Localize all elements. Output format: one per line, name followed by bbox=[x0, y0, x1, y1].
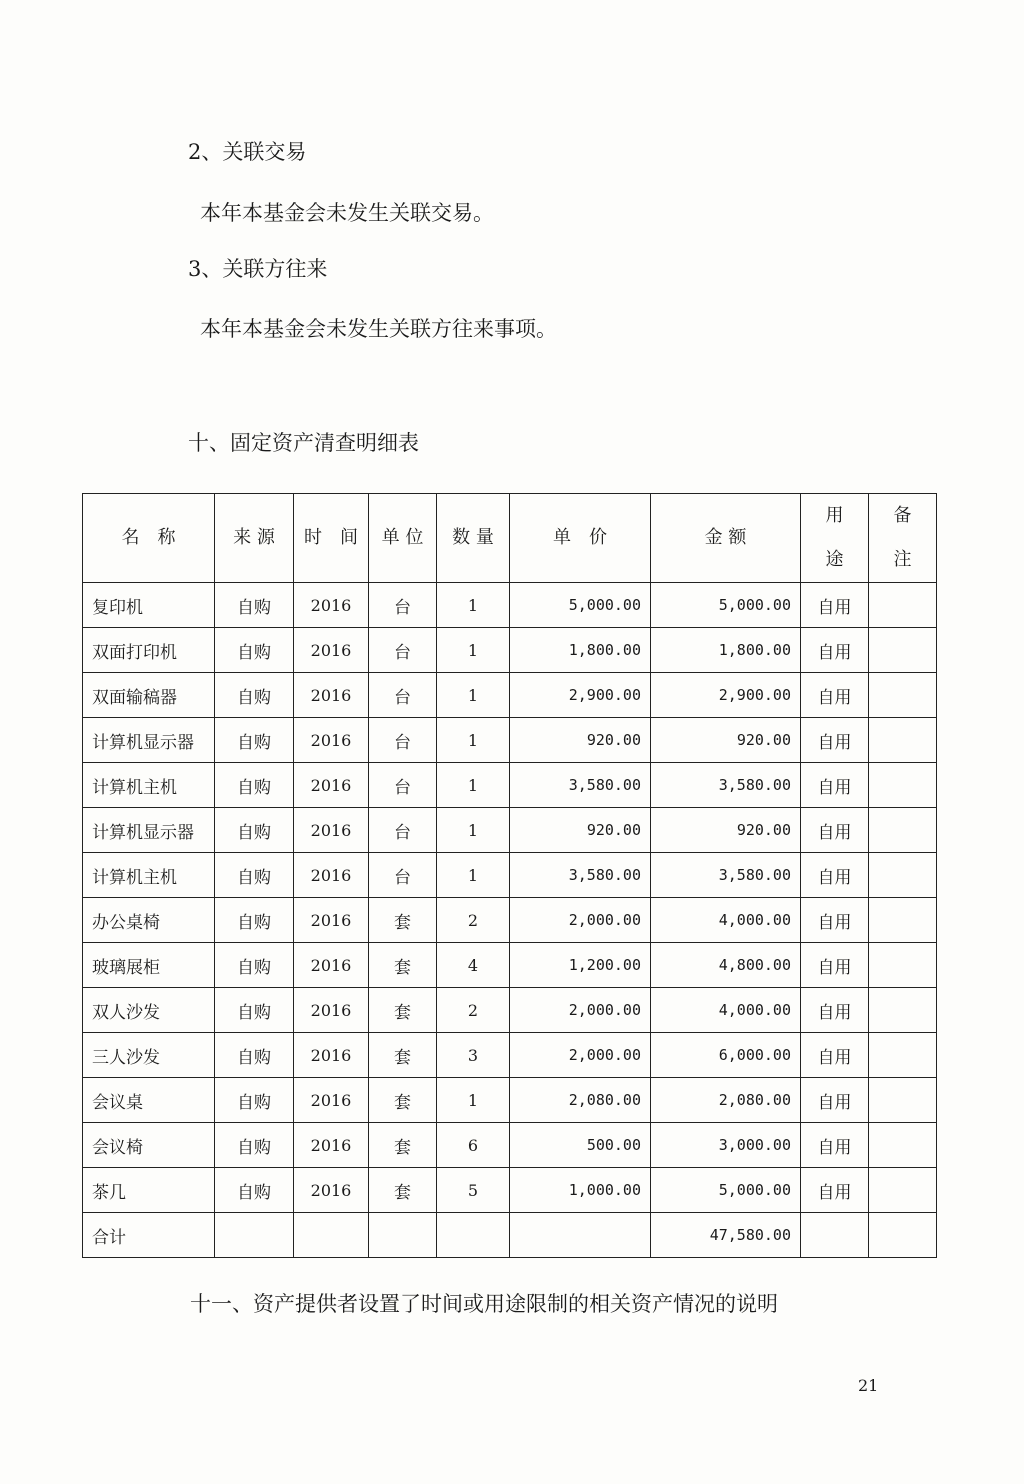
header-source: 来 源 bbox=[215, 494, 294, 583]
cell-name: 茶几 bbox=[83, 1168, 215, 1213]
cell-note bbox=[869, 988, 937, 1033]
cell-amount: 5,000.00 bbox=[651, 1168, 801, 1213]
cell-time: 2016 bbox=[294, 1078, 369, 1123]
cell-unit: 台 bbox=[369, 763, 437, 808]
cell-unit: 套 bbox=[369, 1078, 437, 1123]
cell-amount: 6,000.00 bbox=[651, 1033, 801, 1078]
cell-unit: 套 bbox=[369, 1123, 437, 1168]
cell-name: 双面打印机 bbox=[83, 628, 215, 673]
header-use-bottom: 途 bbox=[825, 549, 844, 570]
table-row bbox=[83, 988, 937, 1033]
cell-price: 3,580.00 bbox=[510, 853, 651, 898]
header-time: 时 间 bbox=[294, 494, 369, 583]
cell-note bbox=[869, 1033, 937, 1078]
cell-amount: 1,800.00 bbox=[651, 628, 801, 673]
header-name: 名 称 bbox=[83, 494, 215, 583]
cell-time: 2016 bbox=[294, 628, 369, 673]
section-10-heading: 十、固定资产清查明细表 bbox=[188, 431, 419, 455]
cell-time: 2016 bbox=[294, 583, 369, 628]
cell-note bbox=[869, 1168, 937, 1213]
table-total-row bbox=[83, 1213, 937, 1258]
cell-qty: 1 bbox=[437, 808, 510, 853]
cell-qty: 4 bbox=[437, 943, 510, 988]
cell-qty: 6 bbox=[437, 1123, 510, 1168]
cell-note bbox=[869, 1123, 937, 1168]
cell-use: 自用 bbox=[801, 763, 869, 808]
header-price: 单 价 bbox=[510, 494, 651, 583]
cell-price: 920.00 bbox=[510, 808, 651, 853]
cell-source: 自购 bbox=[215, 1033, 294, 1078]
cell-name: 玻璃展柜 bbox=[83, 943, 215, 988]
cell-name: 复印机 bbox=[83, 583, 215, 628]
header-amount: 金 额 bbox=[651, 494, 801, 583]
cell-unit: 套 bbox=[369, 898, 437, 943]
cell-price: 1,000.00 bbox=[510, 1168, 651, 1213]
cell-amount: 5,000.00 bbox=[651, 583, 801, 628]
cell-amount: 920.00 bbox=[651, 808, 801, 853]
cell-amount: 4,000.00 bbox=[651, 898, 801, 943]
cell-note bbox=[869, 898, 937, 943]
cell-use: 自用 bbox=[801, 943, 869, 988]
total-amount: 47,580.00 bbox=[651, 1213, 801, 1258]
cell-source: 自购 bbox=[215, 718, 294, 763]
cell-source: 自购 bbox=[215, 853, 294, 898]
cell-amount: 3,000.00 bbox=[651, 1123, 801, 1168]
cell-unit: 台 bbox=[369, 583, 437, 628]
total-empty-cell bbox=[437, 1213, 510, 1258]
cell-unit: 台 bbox=[369, 673, 437, 718]
cell-qty: 1 bbox=[437, 853, 510, 898]
section-2-text: 本年本基金会未发生关联交易。 bbox=[200, 201, 494, 225]
table-row bbox=[83, 1033, 937, 1078]
cell-price: 1,200.00 bbox=[510, 943, 651, 988]
cell-use: 自用 bbox=[801, 988, 869, 1033]
cell-time: 2016 bbox=[294, 763, 369, 808]
cell-use: 自用 bbox=[801, 1168, 869, 1213]
cell-source: 自购 bbox=[215, 763, 294, 808]
cell-note bbox=[869, 718, 937, 763]
table-row bbox=[83, 583, 937, 628]
table-row bbox=[83, 628, 937, 673]
cell-source: 自购 bbox=[215, 808, 294, 853]
table-row bbox=[83, 898, 937, 943]
header-use bbox=[801, 494, 869, 583]
table-row bbox=[83, 808, 937, 853]
cell-name: 计算机主机 bbox=[83, 763, 215, 808]
cell-source: 自购 bbox=[215, 1078, 294, 1123]
cell-note bbox=[869, 673, 937, 718]
table-row bbox=[83, 943, 937, 988]
cell-use: 自用 bbox=[801, 1123, 869, 1168]
table-row bbox=[83, 718, 937, 763]
cell-use: 自用 bbox=[801, 1033, 869, 1078]
cell-qty: 1 bbox=[437, 583, 510, 628]
cell-amount: 920.00 bbox=[651, 718, 801, 763]
cell-time: 2016 bbox=[294, 853, 369, 898]
cell-unit: 台 bbox=[369, 628, 437, 673]
total-empty-cell bbox=[294, 1213, 369, 1258]
header-note-bottom: 注 bbox=[893, 549, 912, 570]
cell-amount: 4,000.00 bbox=[651, 988, 801, 1033]
table-row bbox=[83, 1078, 937, 1123]
cell-source: 自购 bbox=[215, 1168, 294, 1213]
cell-name: 双人沙发 bbox=[83, 988, 215, 1033]
cell-use: 自用 bbox=[801, 808, 869, 853]
cell-use: 自用 bbox=[801, 628, 869, 673]
cell-amount: 3,580.00 bbox=[651, 853, 801, 898]
cell-name: 会议椅 bbox=[83, 1123, 215, 1168]
cell-price: 2,080.00 bbox=[510, 1078, 651, 1123]
cell-source: 自购 bbox=[215, 988, 294, 1033]
cell-time: 2016 bbox=[294, 988, 369, 1033]
cell-use: 自用 bbox=[801, 673, 869, 718]
section-2-heading: 2、关联交易 bbox=[188, 140, 307, 164]
header-note-top: 备 bbox=[893, 505, 912, 526]
cell-time: 2016 bbox=[294, 1168, 369, 1213]
cell-note bbox=[869, 808, 937, 853]
cell-unit: 套 bbox=[369, 943, 437, 988]
section-3-text: 本年本基金会未发生关联方往来事项。 bbox=[200, 317, 557, 341]
cell-price: 2,900.00 bbox=[510, 673, 651, 718]
cell-unit: 台 bbox=[369, 808, 437, 853]
cell-name: 计算机主机 bbox=[83, 853, 215, 898]
cell-source: 自购 bbox=[215, 628, 294, 673]
cell-unit: 台 bbox=[369, 718, 437, 763]
cell-use: 自用 bbox=[801, 853, 869, 898]
cell-use: 自用 bbox=[801, 898, 869, 943]
cell-amount: 3,580.00 bbox=[651, 763, 801, 808]
cell-price: 1,800.00 bbox=[510, 628, 651, 673]
cell-qty: 1 bbox=[437, 1078, 510, 1123]
fixed-asset-table bbox=[82, 493, 937, 1258]
cell-use: 自用 bbox=[801, 583, 869, 628]
cell-amount: 2,900.00 bbox=[651, 673, 801, 718]
total-label: 合计 bbox=[83, 1213, 215, 1258]
cell-name: 计算机显示器 bbox=[83, 718, 215, 763]
cell-source: 自购 bbox=[215, 583, 294, 628]
cell-use: 自用 bbox=[801, 1078, 869, 1123]
total-empty-cell bbox=[369, 1213, 437, 1258]
cell-name: 计算机显示器 bbox=[83, 808, 215, 853]
section-3-heading: 3、关联方往来 bbox=[188, 257, 328, 281]
cell-qty: 2 bbox=[437, 898, 510, 943]
total-empty-cell bbox=[801, 1213, 869, 1258]
cell-time: 2016 bbox=[294, 808, 369, 853]
table-row bbox=[83, 1168, 937, 1213]
cell-note bbox=[869, 583, 937, 628]
cell-time: 2016 bbox=[294, 673, 369, 718]
cell-qty: 1 bbox=[437, 673, 510, 718]
cell-time: 2016 bbox=[294, 1033, 369, 1078]
cell-use: 自用 bbox=[801, 718, 869, 763]
cell-name: 三人沙发 bbox=[83, 1033, 215, 1078]
cell-price: 920.00 bbox=[510, 718, 651, 763]
table-row bbox=[83, 673, 937, 718]
cell-qty: 1 bbox=[437, 718, 510, 763]
cell-qty: 5 bbox=[437, 1168, 510, 1213]
cell-amount: 2,080.00 bbox=[651, 1078, 801, 1123]
cell-amount: 4,800.00 bbox=[651, 943, 801, 988]
cell-note bbox=[869, 943, 937, 988]
header-unit: 单 位 bbox=[369, 494, 437, 583]
cell-note bbox=[869, 1078, 937, 1123]
cell-source: 自购 bbox=[215, 673, 294, 718]
cell-qty: 2 bbox=[437, 988, 510, 1033]
cell-price: 3,580.00 bbox=[510, 763, 651, 808]
cell-time: 2016 bbox=[294, 898, 369, 943]
page-number: 21 bbox=[858, 1376, 879, 1395]
cell-qty: 1 bbox=[437, 763, 510, 808]
cell-qty: 3 bbox=[437, 1033, 510, 1078]
cell-name: 办公桌椅 bbox=[83, 898, 215, 943]
cell-time: 2016 bbox=[294, 943, 369, 988]
cell-source: 自购 bbox=[215, 943, 294, 988]
table-row bbox=[83, 763, 937, 808]
cell-price: 500.00 bbox=[510, 1123, 651, 1168]
header-use-top: 用 bbox=[825, 505, 844, 526]
cell-price: 2,000.00 bbox=[510, 1033, 651, 1078]
total-empty-cell bbox=[510, 1213, 651, 1258]
cell-time: 2016 bbox=[294, 718, 369, 763]
cell-source: 自购 bbox=[215, 1123, 294, 1168]
table-row bbox=[83, 853, 937, 898]
cell-note bbox=[869, 853, 937, 898]
table-header-row bbox=[83, 494, 937, 583]
cell-unit: 台 bbox=[369, 853, 437, 898]
cell-source: 自购 bbox=[215, 898, 294, 943]
cell-note bbox=[869, 628, 937, 673]
cell-time: 2016 bbox=[294, 1123, 369, 1168]
header-note bbox=[869, 494, 937, 583]
cell-note bbox=[869, 763, 937, 808]
table-row bbox=[83, 1123, 937, 1168]
total-empty-cell bbox=[215, 1213, 294, 1258]
header-qty: 数 量 bbox=[437, 494, 510, 583]
cell-price: 5,000.00 bbox=[510, 583, 651, 628]
cell-unit: 套 bbox=[369, 1168, 437, 1213]
cell-unit: 套 bbox=[369, 988, 437, 1033]
total-empty-cell bbox=[869, 1213, 937, 1258]
section-11-heading: 十一、资产提供者设置了时间或用途限制的相关资产情况的说明 bbox=[190, 1292, 778, 1316]
cell-price: 2,000.00 bbox=[510, 898, 651, 943]
cell-price: 2,000.00 bbox=[510, 988, 651, 1033]
cell-qty: 1 bbox=[437, 628, 510, 673]
cell-unit: 套 bbox=[369, 1033, 437, 1078]
cell-name: 会议桌 bbox=[83, 1078, 215, 1123]
cell-name: 双面输稿器 bbox=[83, 673, 215, 718]
